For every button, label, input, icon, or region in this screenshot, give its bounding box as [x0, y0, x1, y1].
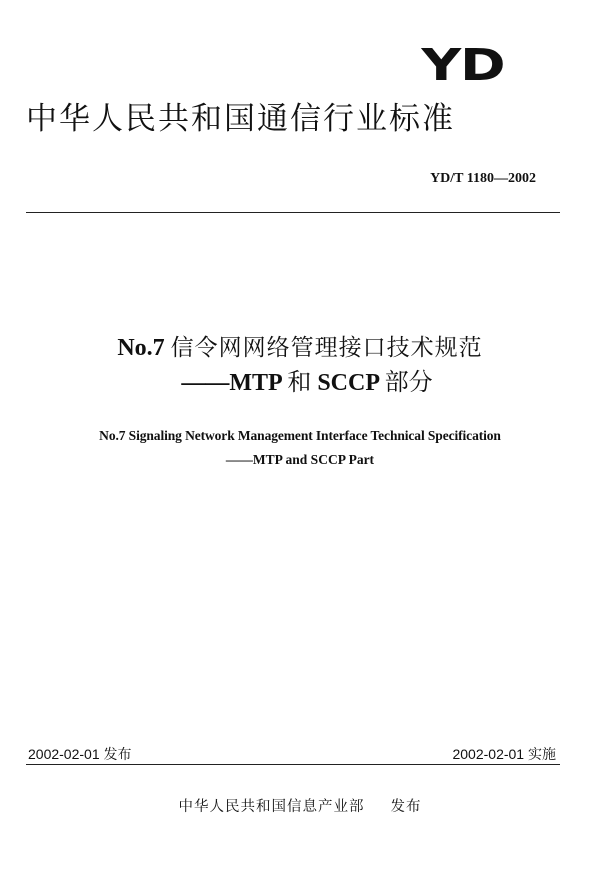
footer-divider: [26, 764, 560, 765]
title-part: 部分: [384, 368, 433, 396]
english-title-line-2: ——MTP and SCCP Part: [225, 452, 375, 467]
standard-code: YD/T 1180—2002: [430, 171, 536, 186]
title-mtp: MTP: [229, 370, 282, 396]
organization-title: 中华人民共和国通信行业标准: [26, 101, 455, 137]
chinese-title-line-2: [0, 368, 600, 398]
publisher: [0, 795, 600, 816]
title-dash: ——: [181, 370, 230, 396]
chinese-title-line-1: [0, 334, 600, 363]
publisher-action: 发布: [390, 799, 422, 815]
header-divider: [26, 212, 560, 213]
issue-date: [28, 744, 132, 764]
implementation-date-value: 2002-02-01: [452, 746, 525, 762]
title-and: 和: [287, 368, 312, 396]
title-main: 信令网网络管理接口技术规范: [170, 335, 483, 361]
implementation-date-label: 实施: [528, 746, 556, 762]
issue-date-label: 发布: [103, 746, 132, 762]
publisher-name: 中华人民共和国信息产业部: [178, 799, 365, 815]
issue-date-value: 2002-02-01: [28, 746, 100, 762]
title-prefix: No.7: [117, 335, 165, 361]
english-title-line-1: No.7 Signaling Network Management Interface Technical Specification: [99, 428, 501, 443]
title-sccp: SCCP: [317, 370, 379, 396]
implementation-date: [452, 744, 556, 764]
yd-logo: YD: [421, 40, 504, 91]
